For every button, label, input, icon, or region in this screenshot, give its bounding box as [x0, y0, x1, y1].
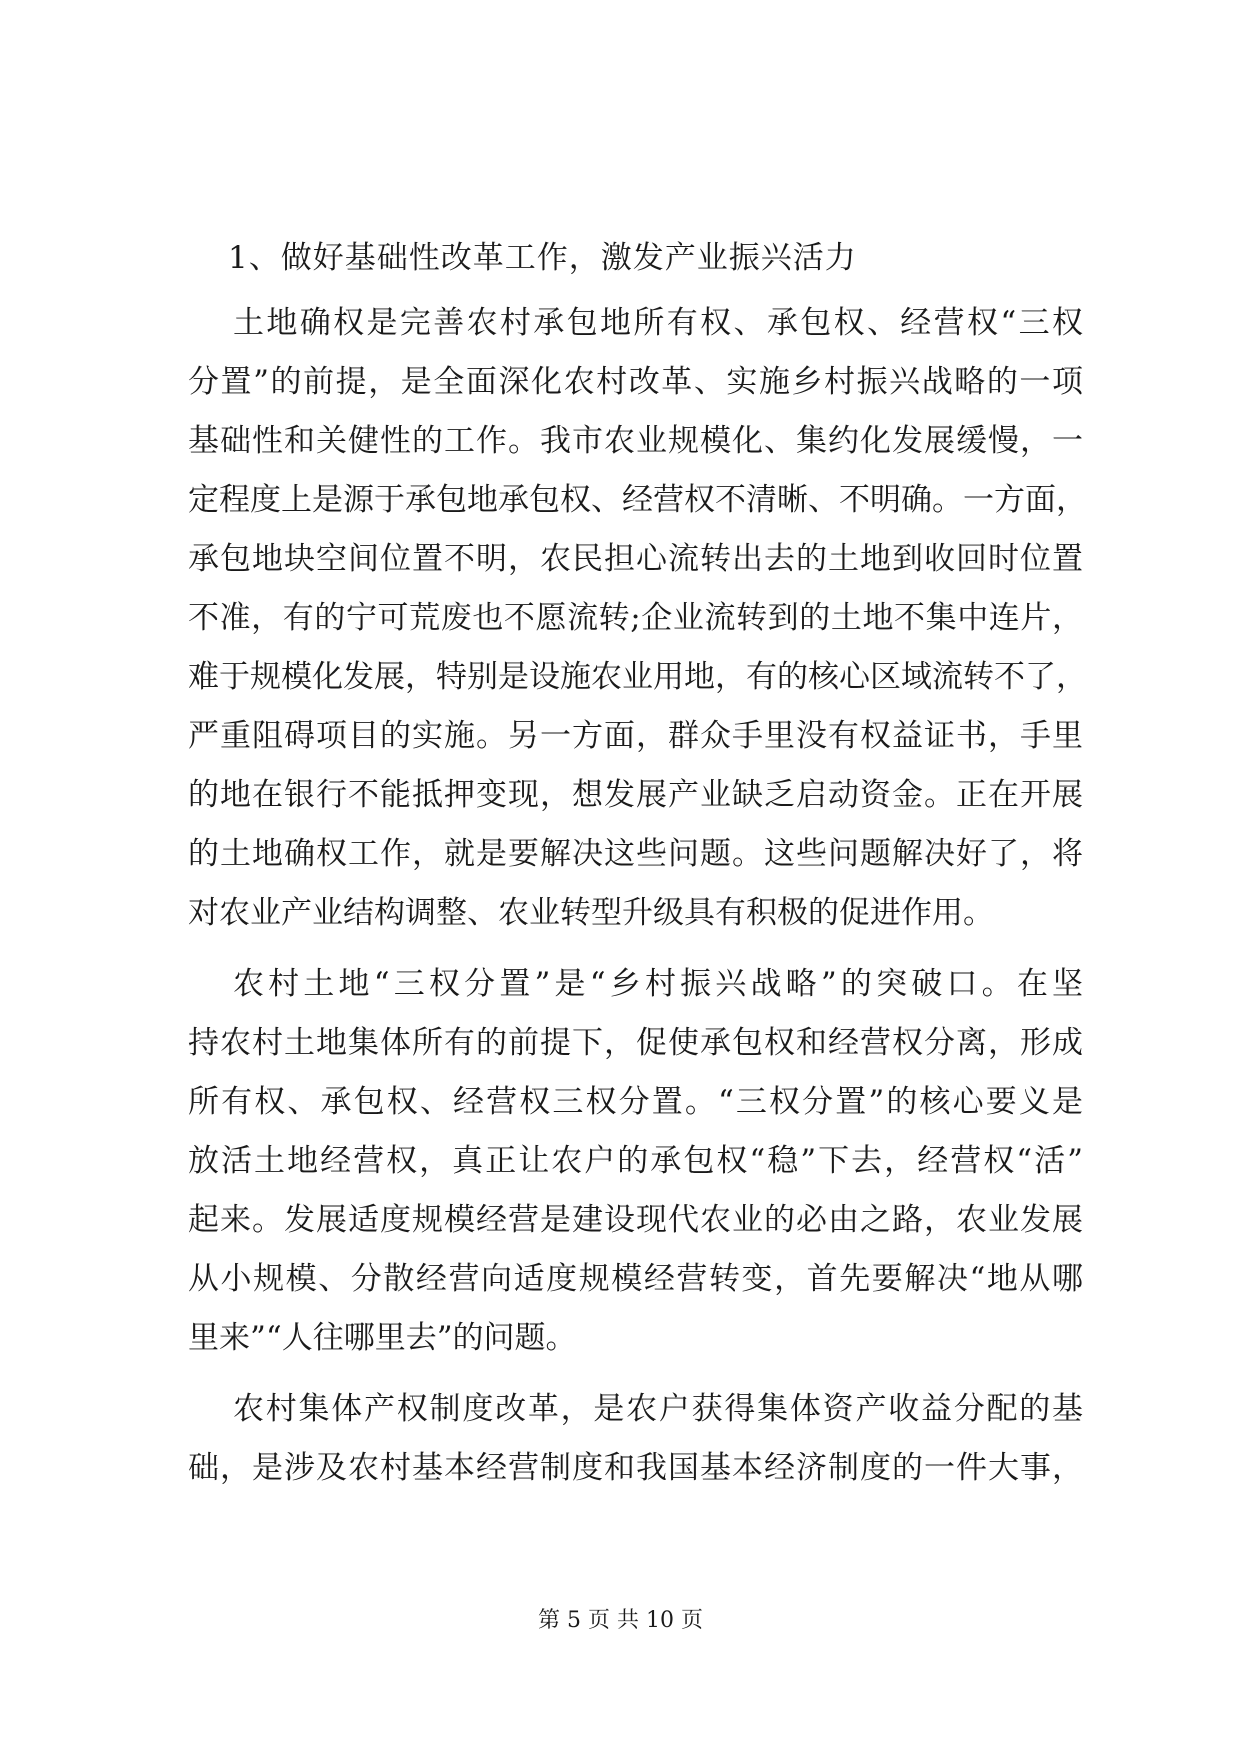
paragraph-line: 基础性和关健性的工作。我市农业规模化、集约化发展缓慢，一 — [188, 423, 1083, 459]
paragraph-line: 农村土地“三权分置”是“乡村振兴战略”的突破口。在坚 — [233, 966, 1083, 1002]
paragraph-line: 不准，有的宁可荒废也不愿流转;企业流转到的土地不集中连片， — [188, 600, 1083, 636]
paragraph-line: 定程度上是源于承包地承包权、经营权不清晰、不明确。一方面， — [188, 482, 1087, 518]
paragraph-line: 里来”“人往哪里去”的问题。 — [188, 1320, 577, 1356]
paragraph-three-rights — [188, 955, 1083, 1368]
paragraph-line: 分置”的前提，是全面深化农村改革、实施乡村振兴战略的一项 — [188, 364, 1083, 400]
page-number-footer: 第 5 页 共 10 页 — [538, 1608, 703, 1633]
paragraph-line: 难于规模化发展，特别是设施农业用地，有的核心区域流转不了， — [188, 659, 1087, 695]
paragraph-line: 严重阻碍项目的实施。另一方面，群众手里没有权益证书，手里 — [188, 718, 1083, 754]
paragraph-line: 承包地块空间位置不明，农民担心流转出去的土地到收回时位置 — [188, 541, 1083, 577]
paragraph-line: 的地在银行不能抵押变现，想发展产业缺乏启动资金。正在开展 — [188, 777, 1083, 813]
paragraph-line: 农村集体产权制度改革，是农户获得集体资产收益分配的基 — [233, 1391, 1083, 1427]
paragraph-line: 的土地确权工作，就是要解决这些问题。这些问题解决好了，将 — [188, 836, 1083, 872]
paragraph-line: 础，是涉及农村基本经营制度和我国基本经济制度的一件大事， — [188, 1450, 1083, 1486]
paragraph-line: 所有权、承包权、经营权三权分置。“三权分置”的核心要义是 — [188, 1084, 1083, 1120]
section-heading: 1、做好基础性改革工作，激发产业振兴活力 — [228, 240, 857, 276]
document-body — [188, 232, 1087, 1510]
paragraph-line: 从小规模、分散经营向适度规模经营转变，首先要解决“地从哪 — [188, 1261, 1083, 1297]
paragraph-line: 土地确权是完善农村承包地所有权、承包权、经营权“三权 — [233, 305, 1083, 341]
paragraph-line: 对农业产业结构调整、农业转型升级具有积极的促进作用。 — [188, 895, 994, 931]
paragraph-collective-property — [188, 1380, 1083, 1498]
paragraph-line: 持农村土地集体所有的前提下，促使承包权和经营权分离，形成 — [188, 1025, 1083, 1061]
paragraph-land-rights — [188, 294, 1087, 943]
paragraph-line: 起来。发展适度规模经营是建设现代农业的必由之路，农业发展 — [188, 1202, 1083, 1238]
paragraph-line: 放活土地经营权，真正让农户的承包权“稳”下去，经营权“活” — [188, 1143, 1083, 1179]
